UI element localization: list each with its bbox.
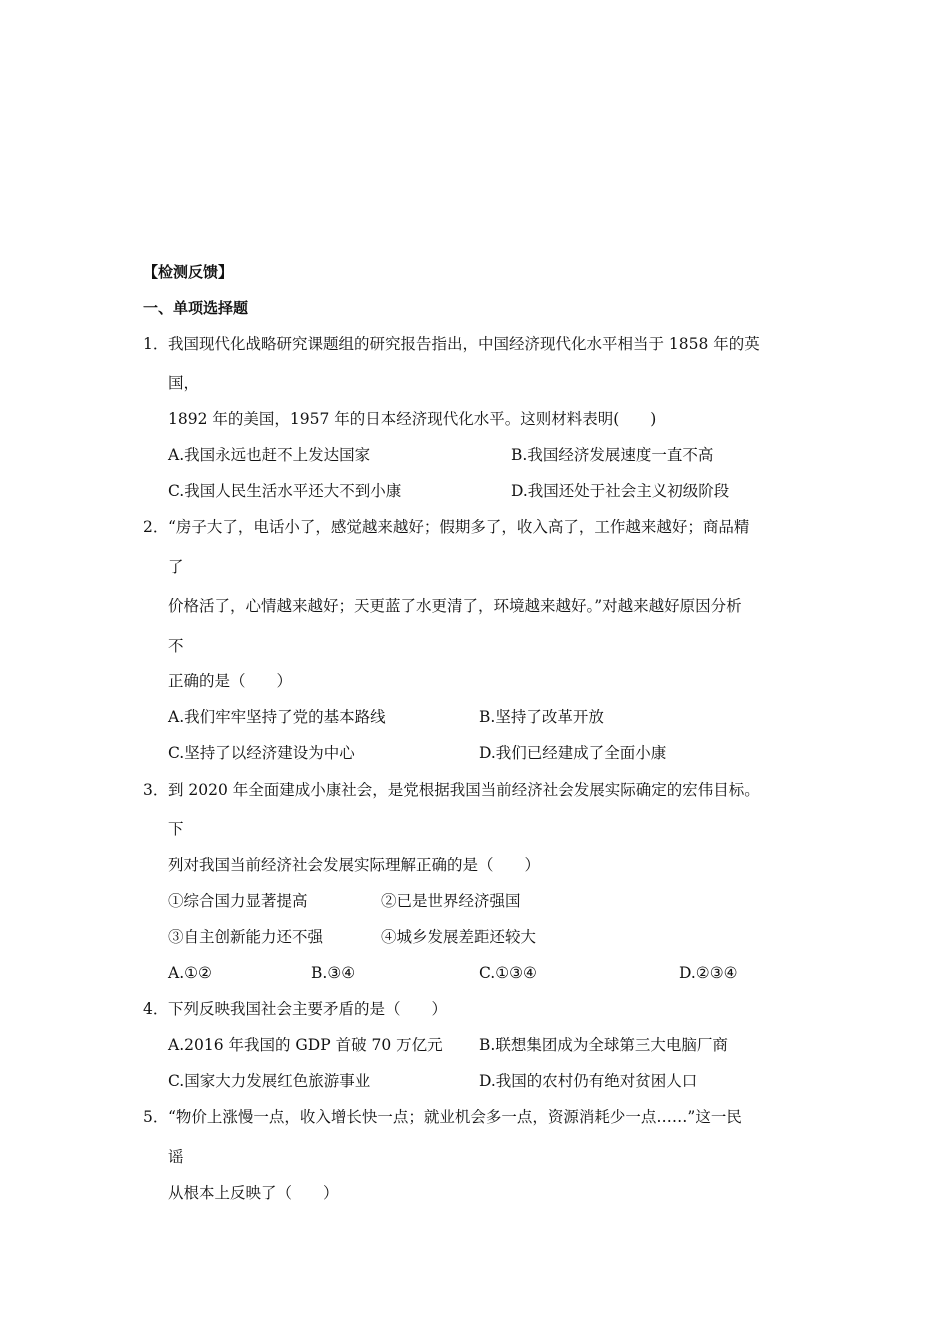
option-b: B.我国经济发展速度一直不高 (511, 446, 714, 464)
question-text-line: 从根本上反映了（ ） (168, 1184, 339, 1202)
option-c: C.我国人民生活水平还大不到小康 (168, 482, 402, 500)
question-text-line: 我国现代化战略研究课题组的研究报告指出，中国经济现代化水平相当于 1858 年的英 (168, 335, 760, 353)
option-a: A.2016 年我国的 GDP 首破 70 万亿元 (168, 1036, 443, 1054)
statement-2: ②已是世界经济强国 (381, 892, 521, 910)
question-text-line: 列对我国当前经济社会发展实际理解正确的是（ ） (168, 856, 541, 874)
option-c: C.①③④ (479, 964, 537, 982)
question-number: 3． (143, 781, 169, 799)
option-a: A.我国永远也赶不上发达国家 (168, 446, 371, 464)
option-d: D.我们已经建成了全面小康 (479, 744, 667, 762)
feedback-header: 【检测反馈】 (143, 263, 234, 281)
question-text-line: 到 2020 年全面建成小康社会，是党根据我国当前经济社会发展实际确定的宏伟目标。 (168, 781, 760, 799)
question-text-line: 下 (168, 820, 184, 838)
option-b: B.联想集团成为全球第三大电脑厂商 (479, 1036, 728, 1054)
question-number: 2． (143, 518, 169, 536)
question-text-line: 下列反映我国社会主要矛盾的是（ ） (168, 1000, 448, 1018)
option-d: D.②③④ (679, 964, 738, 982)
question-text-line: 正确的是（ ） (168, 672, 293, 690)
option-a: A.我们牢牢坚持了党的基本路线 (168, 708, 386, 726)
question-text-line: 不 (168, 637, 184, 655)
question-number: 4． (143, 1000, 169, 1018)
question-number: 1． (143, 335, 169, 353)
question-number: 5． (143, 1108, 169, 1126)
option-b: B.③④ (311, 964, 356, 982)
question-text-line: 1892 年的美国，1957 年的日本经济现代化水平。这则材料表明( ) (168, 410, 657, 428)
option-a: A.①② (168, 964, 212, 982)
statement-1: ①综合国力显著提高 (168, 892, 308, 910)
option-c: C.坚持了以经济建设为中心 (168, 744, 355, 762)
question-text-line: “物价上涨慢一点，收入增长快一点；就业机会多一点，资源消耗少一点……”这一民 (168, 1108, 742, 1126)
statement-4: ④城乡发展差距还较大 (381, 928, 537, 946)
question-text-line: “房子大了，电话小了，感觉越来越好；假期多了，收入高了，工作越来越好；商品精 (168, 518, 750, 536)
question-text-line: 价格活了，心情越来越好；天更蓝了水更清了，环境越来越好。”对越来越好原因分析 (168, 597, 742, 615)
option-b: B.坚持了改革开放 (479, 708, 604, 726)
statement-3: ③自主创新能力还不强 (168, 928, 324, 946)
option-d: D.我国还处于社会主义初级阶段 (511, 482, 730, 500)
section-title: 一、单项选择题 (143, 299, 249, 317)
question-text-line: 国， (168, 374, 200, 392)
option-d: D.我国的农村仍有绝对贫困人口 (479, 1072, 698, 1090)
option-c: C.国家大力发展红色旅游事业 (168, 1072, 371, 1090)
question-text-line: 了 (168, 558, 184, 576)
question-text-line: 谣 (168, 1148, 184, 1166)
